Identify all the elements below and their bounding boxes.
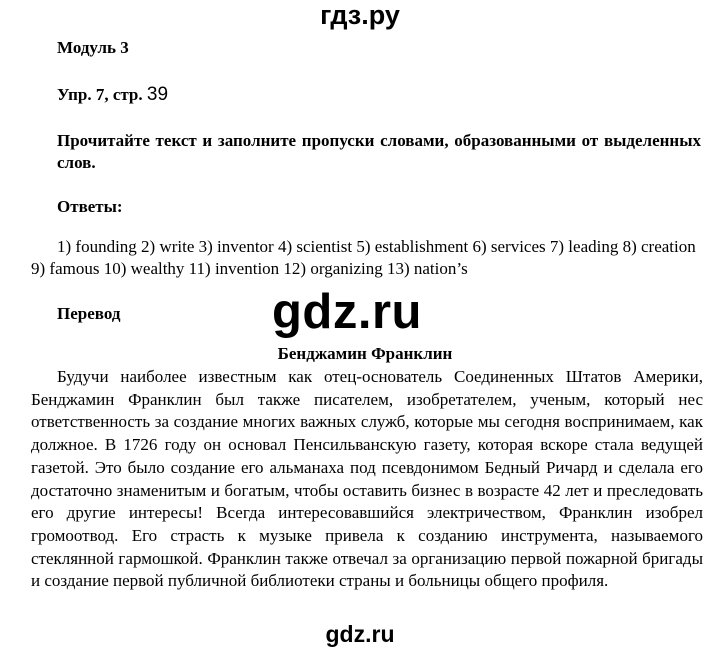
exercise-number: Упр. 7, стр. <box>57 85 143 104</box>
translation-heading: Перевод <box>57 304 121 323</box>
exercise-label <box>57 84 168 106</box>
answers-heading: Ответы: <box>57 197 123 216</box>
exercise-page-number: 39 <box>146 84 169 105</box>
answers-text: 1) founding 2) write 3) inventor 4) scientist 5) establishment 6) services 7) leading 8) creation 9) famous 10) wealthy 11) invention 12) organizing 13) nation’s <box>31 237 696 278</box>
site-header-logo: гдз.ру <box>320 0 400 30</box>
module-label: Модуль 3 <box>57 38 129 57</box>
translation-body: Будучи наиболее известным как отец-основатель Соединенных Штатов Америки, Бенджамин Франклин был также писателем, изобретателем, ученым, который нес ответственность за создание многих важных служб, которые мы сегодня воспринимаем, как должное. В 1726 году он основал Пенсильванскую газету, которая вскоре стала ведущей газетой. Это было создание его альманаха под псевдонимом Бедный Ричард и сделала его достаточно знаменитым и богатым, чтобы оставить бизнес в возрасте 42 лет и преследовать его другие интересы! Всегда интересовавшийся электричеством, Франклин изобрел громоотвод. Его страсть к музыке привела к созданию инструмента, называемого стеклянной гармошкой. Франклин также отвечал за организацию первой пожарной бригады и создание первой публичной библиотеки страны и больницы общего профиля. <box>31 367 703 591</box>
watermark-bottom: gdz.ru <box>325 621 395 647</box>
text-title: Бенджамин Франклин <box>277 344 453 363</box>
task-instruction: Прочитайте текст и заполните пропуски словами, образованными от выделенных слов. <box>57 131 701 172</box>
watermark-center: gdz.ru <box>272 285 422 339</box>
